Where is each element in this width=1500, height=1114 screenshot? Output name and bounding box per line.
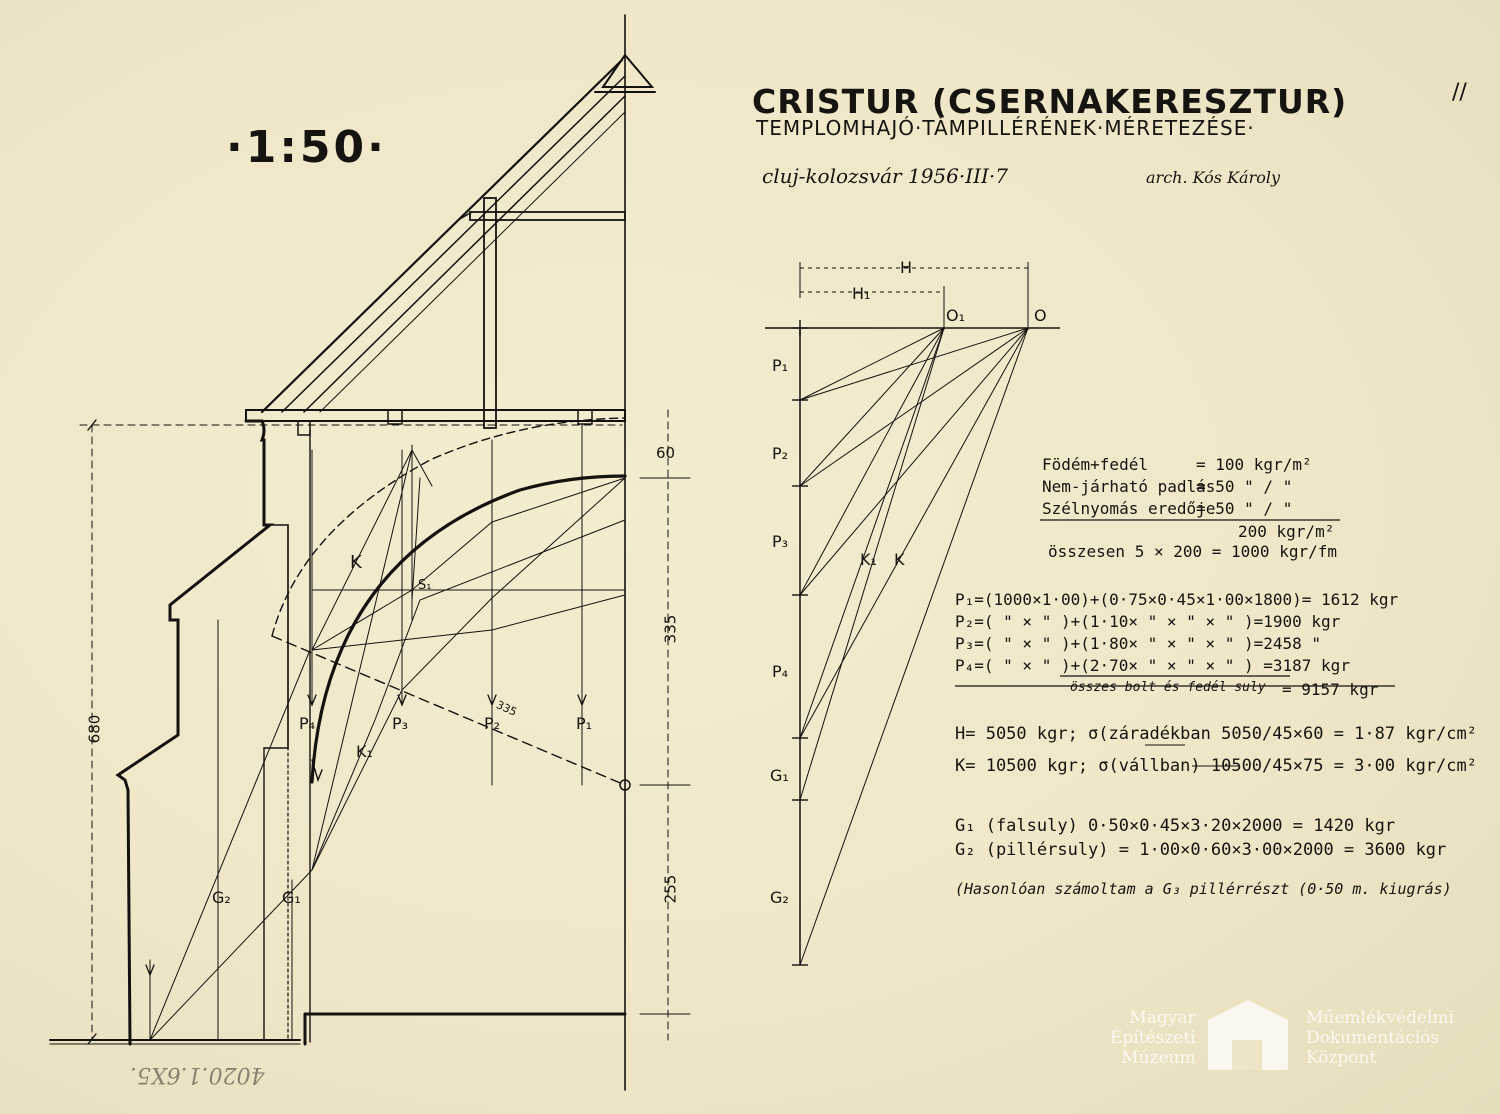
load-row-3-value: = 50 " / " [1196,499,1293,518]
p1-calc: P₁=(1000×1·00)+(0·75×0·45×1·00×1800)= 1612 kgr [955,590,1399,609]
k-calc: K= 10500 kgr; σ(vállban) 10500/45×75 = 3·00 kgr/cm² [955,756,1477,776]
label-o: O [1034,306,1047,325]
load-row-2-label: Nem-járható padlás [1042,477,1216,496]
poly-label-p1: P₁ [772,356,789,375]
scale-label: ·1:50· [226,122,387,173]
signature: arch. Kós Károly [1146,168,1281,187]
dim-335-diag: 335 [494,698,519,719]
label-o1: O₁ [946,306,966,325]
note-g3: (Hasonlóan számoltam a G₃ pillérrészt (0·50 m. kiugrás) [955,880,1452,898]
poly-label-g2: G₂ [770,888,789,907]
dim-60: 60 [656,444,676,462]
p-total-label: összes bolt és fedél suly [1070,680,1266,695]
dim-255: 255 [661,874,680,904]
poly-label-p2: P₂ [772,444,789,463]
watermark-line: Dokumentációs [1306,1028,1440,1048]
load-row-1-value: = 100 kgr/m² [1196,455,1312,474]
h-calc: H= 5050 kgr; σ(záradékban 5050/45×60 = 1·87 kgr/cm² [955,724,1477,744]
poly-label-k: K [894,550,905,569]
watermark-center [1306,1008,1454,1068]
load-row-1-label: Födém+fedél [1042,455,1148,474]
label-p2: P₂ [484,714,501,733]
p4-calc: P₄=( " × " )+(2·70× " × " × " ) =3187 kgr [955,656,1350,675]
poly-label-g1: G₁ [770,766,789,785]
poly-label-k1: K₁ [860,550,877,569]
load-row-3-label: Szélnyomás eredője [1042,499,1216,518]
dim-680: 680 [85,714,104,744]
watermark-line: Központ [1306,1048,1377,1068]
label-g1: G₁ [282,888,301,907]
p3-calc: P₃=( " × " )+(1·80× " × " × " )=2458 " [955,634,1322,653]
label-h1: H₁ [852,284,871,303]
g1-calc: G₁ (falsuly) 0·50×0·45×3·20×2000 = 1420 kgr [955,816,1396,836]
place-date: cluj-kolozsvár 1956·III·7 [762,164,1009,188]
label-h: H [900,258,913,277]
watermark-line: Építészeti [1110,1028,1196,1048]
label-s1: S₁ [418,578,432,593]
load-row-2-value: = 50 " / " [1196,477,1293,496]
p-total-value: = 9157 kgr [1282,680,1379,699]
corner-mark: // [1452,80,1467,105]
label-p1: P₁ [576,714,593,733]
watermark-line: Műemlékvédelmi [1306,1008,1454,1028]
watermark-line: Múzeum [1121,1048,1196,1068]
load-total: 200 kgr/m² [1238,522,1335,541]
label-p3: P₃ [392,714,409,733]
label-p4: P₄ [299,714,316,733]
label-g2: G₂ [212,888,231,907]
drawing-subtitle: TEMPLOMHAJÓ·TÁMPILLÉRÉNEK·MÉRETEZÉSE· [756,116,1255,140]
drawing-title: CRISTUR (CSERNAKERESZTUR) [752,82,1348,121]
load-sum: összesen 5 × 200 = 1000 kgr/fm [1048,542,1337,561]
archive-number: 4020.1.6X5. [130,1062,265,1087]
label-k1: K₁ [356,742,373,761]
poly-label-p3: P₃ [772,532,789,551]
poly-label-p4: P₄ [772,662,789,681]
watermark-line: Magyar [1129,1008,1196,1028]
dim-335: 335 [661,614,680,644]
label-k: K [350,552,362,573]
p2-calc: P₂=( " × " )+(1·10× " × " × " )=1900 kgr [955,612,1341,631]
g2-calc: G₂ (pillérsuly) = 1·00×0·60×3·00×2000 = 3600 kgr [955,840,1447,860]
